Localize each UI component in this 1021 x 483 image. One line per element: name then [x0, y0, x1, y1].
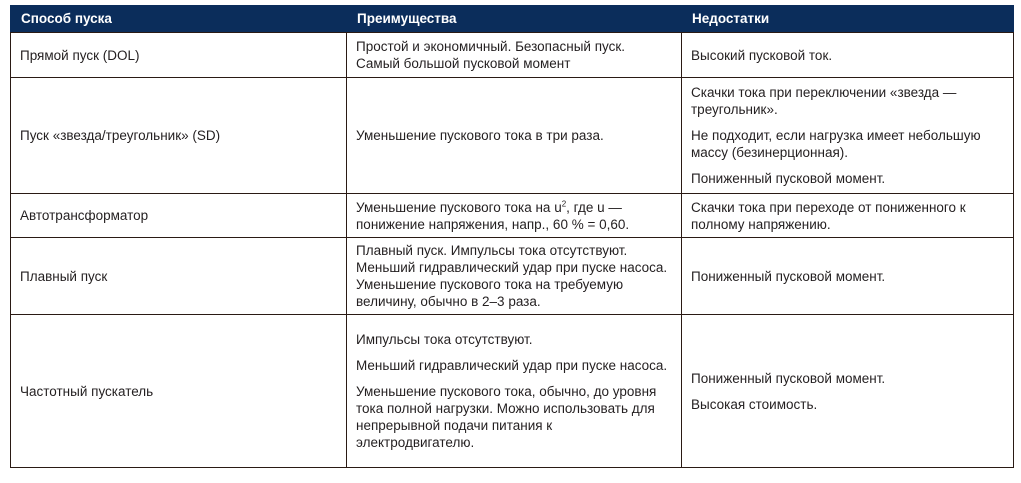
disadvantage-text: Пониженный пусковой момент. — [691, 171, 886, 186]
starting-methods-table — [10, 5, 1014, 468]
table-row — [11, 78, 1014, 194]
header-advantages: Преимущества — [347, 5, 682, 33]
method-cell — [11, 78, 347, 194]
advantage-text-suffix: , где u — понижение напряжения, напр., 60 % = 0,60. — [356, 199, 630, 232]
method-label: Прямой пуск (DOL) — [20, 47, 140, 63]
disadvantages-cell — [682, 194, 1014, 238]
method-label: Пуск «звезда/треугольник» (SD) — [20, 128, 221, 143]
advantage-text-prefix: Уменьшение пускового тока на u — [356, 199, 562, 215]
advantages-cell — [347, 33, 682, 78]
advantage-text: Меньший гидравлический удар при пуске насоса. — [356, 358, 668, 373]
disadvantages-cell — [682, 238, 1014, 315]
method-label: Автотрансформатор — [20, 208, 149, 223]
table-row — [11, 33, 1014, 78]
disadvantages-cell — [682, 78, 1014, 194]
advantage-text: Плавный пуск. Импульсы тока отсутствуют. Меньший гидравлический удар при пуске насоса. Уменьшение пускового тока на требуемую величину, обычно в 2–3 раза. — [356, 243, 668, 309]
advantage-text: Импульсы тока отсутствуют. — [356, 332, 533, 347]
advantages-cell — [347, 78, 682, 194]
table-row — [11, 238, 1014, 315]
header-method: Способ пуска — [11, 5, 347, 33]
advantage-text — [356, 199, 672, 233]
disadvantages-cell — [682, 33, 1014, 78]
table-row — [11, 194, 1014, 238]
method-cell — [11, 194, 347, 238]
method-label: Частотный пускатель — [20, 383, 154, 399]
disadvantage-text: Скачки тока при переключении «звезда — треугольник». — [691, 85, 957, 117]
advantages-cell — [347, 315, 682, 468]
advantage-text: Уменьшение пускового тока, обычно, до уровня тока полной нагрузки. Можно использовать для непрерывной подачи питания к электродвигателю. — [356, 384, 657, 450]
method-label: Плавный пуск — [20, 268, 108, 284]
advantages-cell — [347, 238, 682, 315]
header-disadvantages: Недостатки — [682, 5, 1014, 33]
table-row — [11, 315, 1014, 468]
disadvantages-cell — [682, 315, 1014, 468]
disadvantage-text: Высокая стоимость. — [691, 396, 818, 412]
method-cell — [11, 238, 347, 315]
method-cell — [11, 33, 347, 78]
disadvantage-text: Не подходит, если нагрузка имеет небольшую массу (безинерционная). — [691, 128, 981, 160]
disadvantage-text: Пониженный пусковой момент. — [691, 370, 886, 386]
advantage-text: Уменьшение пускового тока в три раза. — [356, 128, 604, 143]
disadvantage-text: Скачки тока при переходе от пониженного к полному напряжению. — [691, 199, 966, 232]
disadvantage-text: Высокий пусковой ток. — [691, 47, 833, 63]
advantage-text: Простой и экономичный. Безопасный пуск. Самый большой пусковой момент — [356, 39, 626, 71]
superscript-exponent: 2 — [561, 199, 567, 208]
method-cell — [11, 315, 347, 468]
advantages-cell — [347, 194, 682, 238]
header-row — [11, 5, 1014, 33]
disadvantage-text: Пониженный пусковой момент. — [691, 268, 886, 284]
